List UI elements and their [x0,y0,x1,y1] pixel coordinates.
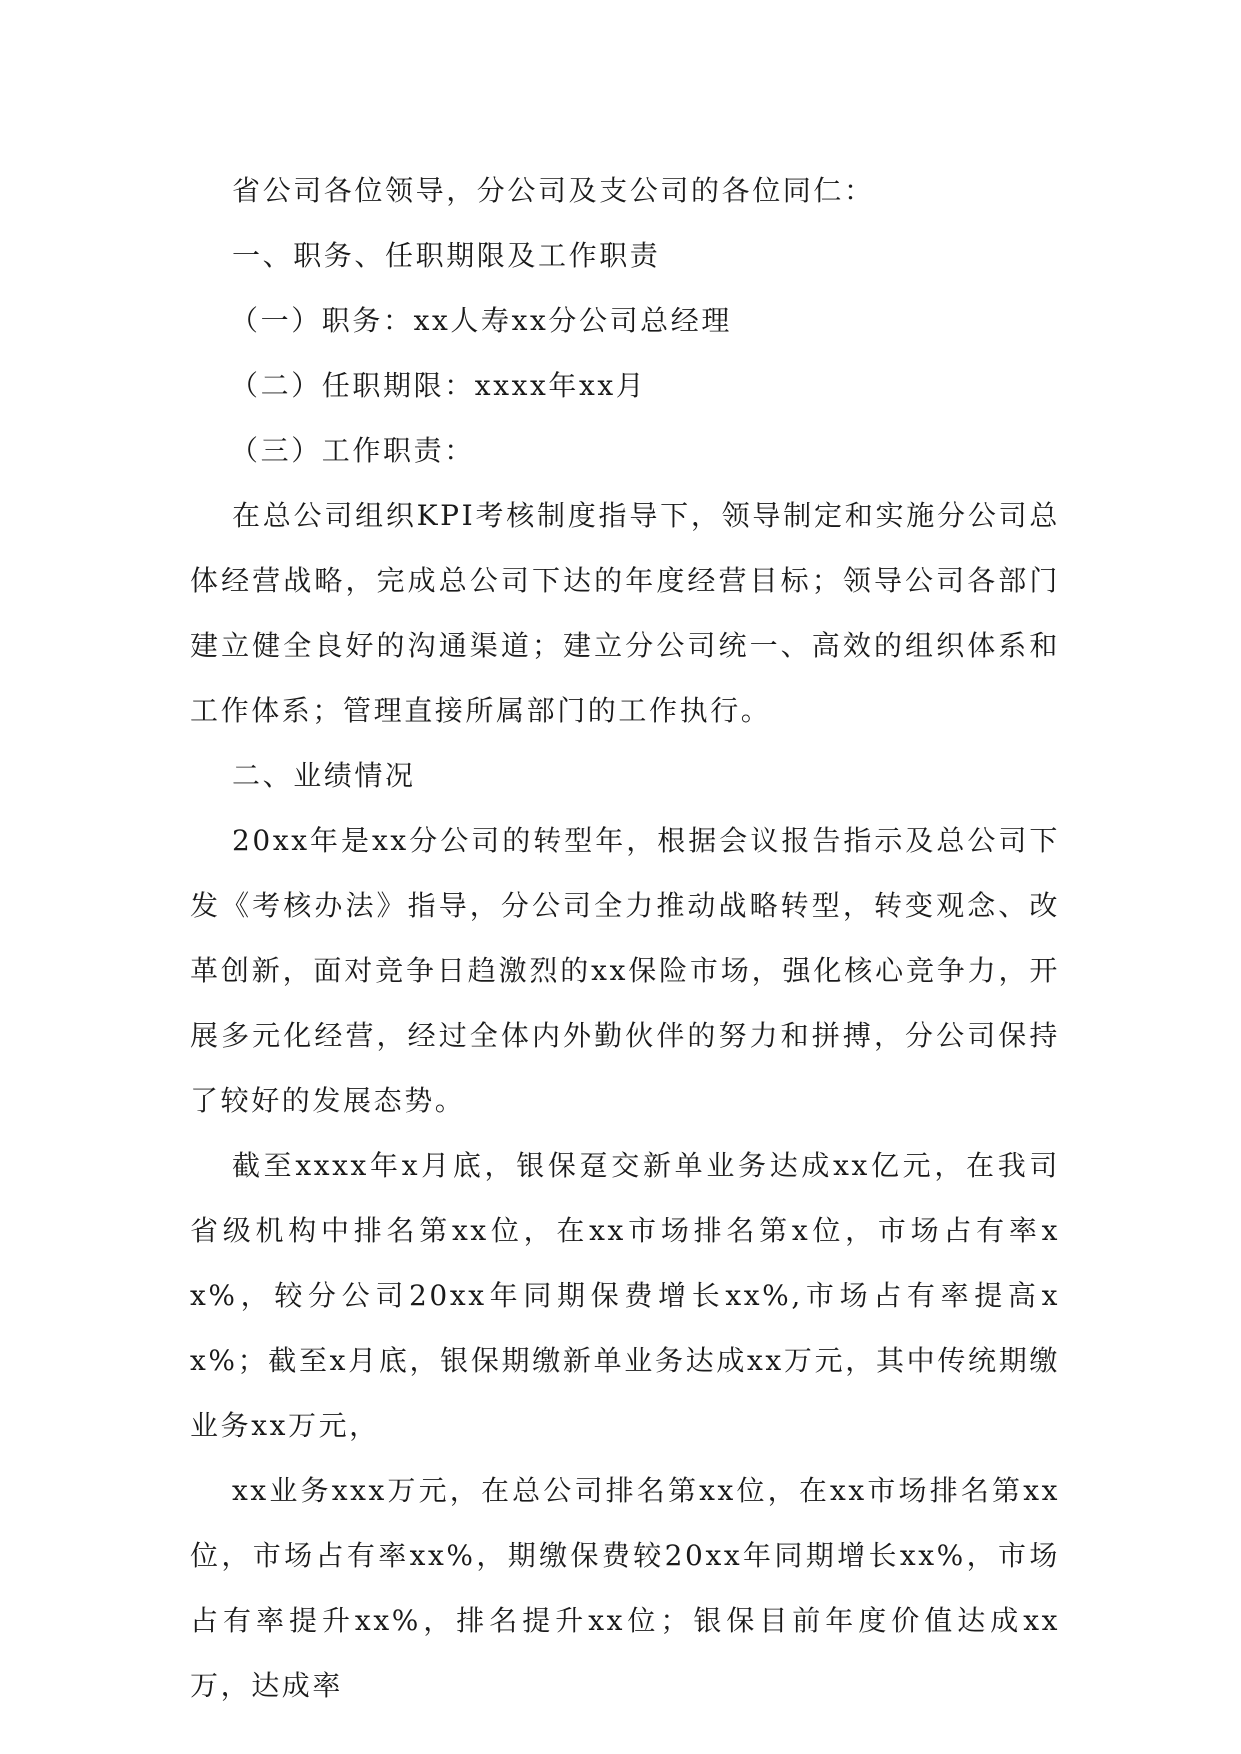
item-term: （二）任职期限：xxxx年xx月 [230,369,647,402]
performance-detail-paragraph: 截至xxxx年x月底，银保趸交新单业务达成xx亿元，在我司省级机构中排名第xx位，在xx市场排名第x位，市场占有率xx%，较分公司20xx年同期保费增长xx%,市场占有率提高xx%；截至x月底，银保期缴新单业务达成xx万元，其中传统期缴业务xx万元， [190,1149,1060,1442]
section-heading-performance: 二、业绩情况 [232,759,416,792]
section-heading-duties: 一、职务、任职期限及工作职责 [232,239,661,272]
duties-paragraph: 在总公司组织KPI考核制度指导下，领导制定和实施分公司总体经营战略，完成总公司下达的年度经营目标；领导公司各部门建立健全良好的沟通渠道；建立分公司统一、高效的组织体系和工作体系；管理直接所属部门的工作执行。 [190,499,1060,727]
document-body [190,158,1060,1718]
performance-detail-paragraph-2: xx业务xxx万元，在总公司排名第xx位，在xx市场排名第xx位，市场占有率xx%，期缴保费较20xx年同期增长xx%，市场占有率提升xx%，排名提升xx位；银保目前年度价值达成xx万，达成率 [190,1474,1060,1702]
item-position: （一）职务：xx人寿xx分公司总经理 [230,304,732,337]
salutation: 省公司各位领导，分公司及支公司的各位同仁： [232,174,875,207]
item-responsibilities: （三）工作职责： [230,434,475,467]
performance-intro-paragraph: 20xx年是xx分公司的转型年，根据会议报告指示及总公司下发《考核办法》指导，分公司全力推动战略转型，转变观念、改革创新，面对竞争日趋激烈的xx保险市场，强化核心竞争力，开展多元化经营，经过全体内外勤伙伴的努力和拼搏，分公司保持了较好的发展态势。 [190,824,1060,1117]
